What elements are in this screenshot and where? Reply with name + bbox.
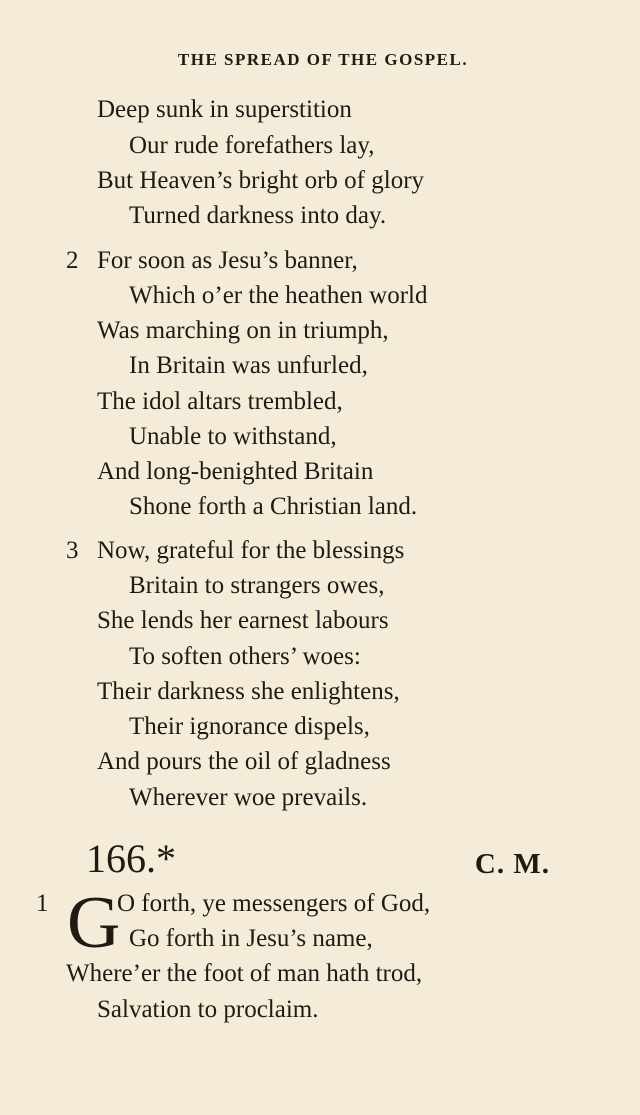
verse-line: Deep sunk in superstition	[97, 96, 352, 123]
stanza-number: 2	[66, 247, 79, 274]
stanza-number: 3	[66, 537, 79, 564]
verse-line: Salvation to proclaim.	[97, 996, 319, 1023]
verse-line: Now, grateful for the blessings	[97, 537, 405, 564]
verse-line: O forth, ye messengers of God,	[117, 890, 431, 917]
verse-line: And long-benighted Britain	[97, 458, 374, 485]
stanza-number: 1	[36, 890, 49, 917]
verse-line: For soon as Jesu’s banner,	[97, 247, 358, 274]
verse-line: Wherever woe prevails.	[129, 784, 368, 811]
verse-line: Britain to strangers owes,	[129, 572, 385, 599]
verse-line: She lends her earnest labours	[97, 607, 389, 634]
verse-line: To soften others’ woes:	[129, 643, 361, 670]
verse-line: Shone forth a Christian land.	[129, 493, 418, 520]
hymn-number: 166.*	[86, 836, 176, 881]
verse-line: And pours the oil of gladness	[97, 748, 391, 775]
verse-line: Their ignorance dispels,	[129, 713, 370, 740]
verse-line: Our rude forefathers lay,	[129, 132, 375, 159]
verse-line: The idol altars trembled,	[97, 388, 343, 415]
drop-cap: G	[67, 882, 121, 964]
verse-line: Turned darkness into day.	[129, 202, 387, 229]
verse-line: But Heaven’s bright orb of glory	[97, 167, 425, 194]
hymn-meter: C. M.	[474, 848, 550, 880]
verse-line: Their darkness she enlightens,	[97, 678, 400, 705]
verse-line: In Britain was unfurled,	[129, 352, 368, 379]
verse-line: Go forth in Jesu’s name,	[129, 925, 373, 952]
verse-line: Which o’er the heathen world	[129, 282, 428, 309]
verse-line: Unable to withstand,	[129, 423, 337, 450]
running-head: THE SPREAD OF THE GOSPEL.	[177, 50, 469, 69]
verse-line: Where’er the foot of man hath trod,	[66, 960, 423, 987]
verse-line: Was marching on in triumph,	[97, 317, 389, 344]
